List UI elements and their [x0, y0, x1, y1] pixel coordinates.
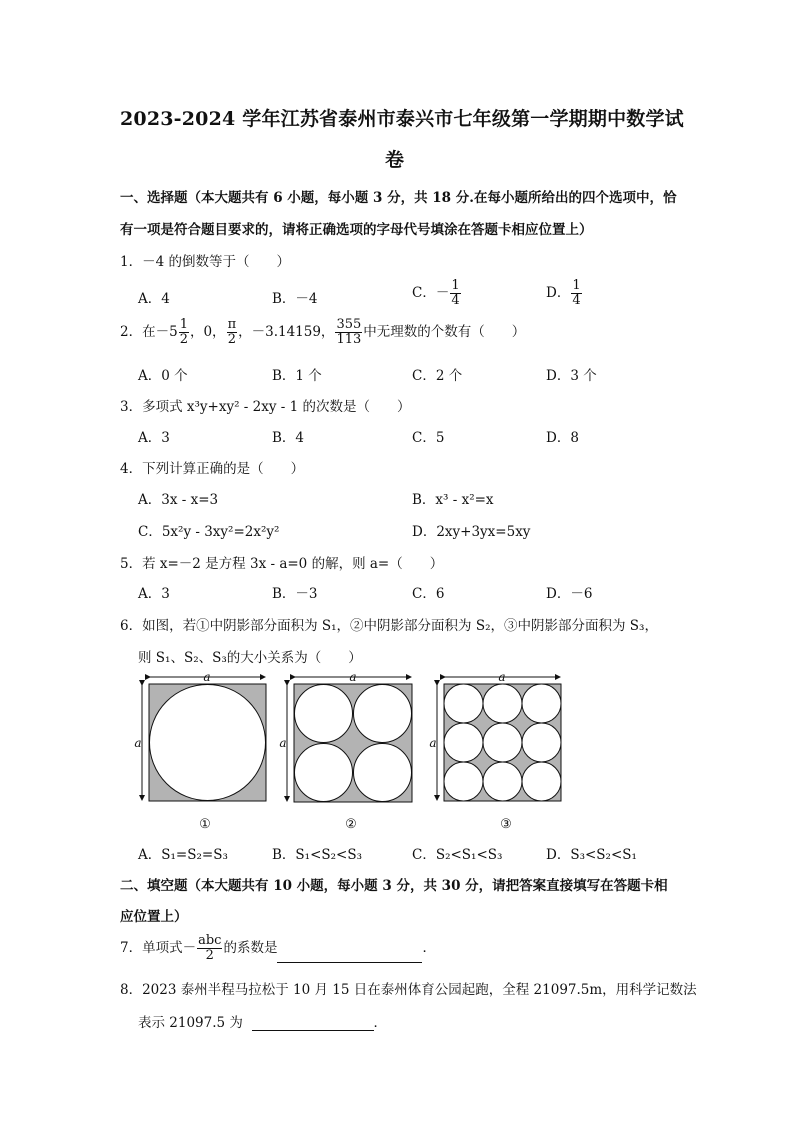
- q4-option-b: B．x³ - x²=x: [412, 492, 494, 508]
- q2-stem-mid1: ，0，: [189, 324, 226, 340]
- fraction-numerator: 1: [451, 278, 460, 293]
- q1-option-a: A．4: [138, 291, 170, 307]
- figure-3: [429, 670, 561, 832]
- question-7: [120, 934, 436, 963]
- q1-option-c: [412, 279, 462, 308]
- q2-stem-pre: 2．在－5: [120, 324, 178, 340]
- question-1-stem: 1．－4 的倒数等于（ ）: [120, 254, 290, 270]
- figure-1-circle: [150, 685, 266, 801]
- q3-option-b: B．4: [272, 430, 305, 446]
- q3-option-a: A．3: [138, 430, 170, 446]
- figure-label-1: ①: [199, 817, 211, 832]
- q2-stem-post: 中无理数的个数有（ ）: [363, 324, 526, 340]
- figure-2-circle: [354, 744, 412, 802]
- q6-option-d: D．S₃<S₂<S₁: [546, 847, 637, 863]
- section-heading-choice: 一、选择题（本大题共有 6 小题，每小题 3 分，共 18 分.在每小题所给出的四个选项中，恰: [120, 190, 677, 206]
- figure-label-2: ②: [345, 817, 357, 832]
- section-heading-choice-cont: 有一项是符合题目要求的，请将正确选项的字母代号填涂在答题卡相应位置上）: [120, 222, 593, 238]
- q2-option-d: D．3 个: [546, 368, 597, 384]
- question-6-stem: 6．如图，若①中阴影部分面积为 S₁，②中阴影部分面积为 S₂，③中阴影部分面积为 S₃，: [120, 618, 658, 634]
- figure-2-circle: [295, 744, 353, 802]
- fraction-denominator: 4: [451, 293, 460, 308]
- figure-3-circle: [522, 684, 561, 723]
- fraction: [227, 318, 238, 347]
- q6-option-a: A．S₁=S₂=S₃: [138, 847, 228, 863]
- fraction: [571, 279, 581, 308]
- side-label: a: [349, 670, 357, 684]
- q7-end: ．: [422, 940, 436, 956]
- figure-1: [134, 670, 266, 832]
- side-label: a: [429, 736, 437, 750]
- fraction: [450, 279, 460, 308]
- q1-option-b: B．－4: [272, 291, 318, 307]
- question-4-stem: 4．下列计算正确的是（ ）: [120, 461, 305, 477]
- fraction-numerator: 1: [572, 278, 581, 293]
- q6-option-b: B．S₁<S₂<S₃: [272, 847, 363, 863]
- q6-option-c: C．S₂<S₁<S₃: [412, 847, 503, 863]
- fraction: [197, 934, 222, 963]
- side-label: a: [279, 736, 287, 750]
- fraction-denominator: 2: [227, 332, 236, 347]
- q2-option-c: C．2 个: [412, 368, 463, 384]
- q5-option-a: A．3: [138, 586, 170, 602]
- fraction-numerator: abc: [198, 933, 222, 948]
- side-label: a: [498, 670, 506, 684]
- q1-option-d-prefix: D．: [546, 285, 571, 301]
- q1-option-c-prefix: C．－: [412, 285, 450, 301]
- fraction-denominator: 2: [205, 948, 214, 963]
- question-2-stem: [120, 318, 525, 347]
- q8-end: ．: [373, 1015, 388, 1031]
- figure-2: [279, 670, 412, 832]
- q2-option-b: B．1 个: [272, 368, 322, 384]
- page-title-cont: 卷: [385, 149, 405, 171]
- q3-option-d: D．8: [546, 430, 579, 446]
- question-6-stem-cont: 则 S₁、S₂、S₃的大小关系为（ ）: [138, 650, 362, 666]
- figure-3-circle: [483, 762, 522, 801]
- question-8-stem-cont: [138, 1011, 387, 1031]
- q7-pre: 7．单项式－: [120, 940, 197, 956]
- q5-option-d: D．－6: [546, 586, 593, 602]
- section-heading-fill: 二、填空题（本大题共有 10 小题，每小题 3 分，共 30 分，请把答案直接填写在答题卡相: [120, 878, 668, 894]
- q5-option-c: C．6: [412, 586, 445, 602]
- figure-3-circle: [444, 762, 483, 801]
- page-title: 2023-2024 学年江苏省泰州市泰兴市七年级第一学期期中数学试: [120, 108, 684, 130]
- fraction-numerator: 355: [336, 317, 362, 332]
- figure-2-circle: [295, 685, 353, 743]
- question-8-stem: 8．2023 泰州半程马拉松于 10 月 15 日在泰州体育公园起跑，全程 21097.5m，用科学记数法: [120, 982, 697, 998]
- fraction-numerator: π: [227, 317, 237, 332]
- fraction-numerator: 1: [179, 317, 188, 332]
- fraction: [335, 318, 362, 347]
- answer-blank[interactable]: [252, 1018, 374, 1031]
- q4-option-a: A．3x - x=3: [138, 492, 219, 508]
- figure-3-circle: [444, 684, 483, 723]
- q4-option-c: C．5x²y - 3xy²=2x²y²: [138, 524, 280, 540]
- figure-3-circle: [444, 723, 483, 762]
- q3-option-c: C．5: [412, 430, 445, 446]
- fraction: [179, 318, 189, 347]
- side-label: a: [203, 670, 211, 684]
- fraction-denominator: 4: [572, 293, 581, 308]
- figure-3-circle: [522, 723, 561, 762]
- answer-blank[interactable]: [277, 950, 422, 963]
- figure-2-circle: [354, 685, 412, 743]
- q4-option-d: D．2xy+3yx=5xy: [412, 524, 531, 540]
- q6-figure: [128, 668, 578, 838]
- question-5-stem: 5．若 x=－2 是方程 3x - a=0 的解，则 a=（ ）: [120, 556, 444, 572]
- figure-label-3: ③: [500, 817, 512, 832]
- q1-option-d: [546, 279, 583, 308]
- figure-3-circle: [483, 684, 522, 723]
- q8-line-b: 表示 21097.5 为: [138, 1015, 243, 1031]
- q5-option-b: B．－3: [272, 586, 318, 602]
- fraction-denominator: 113: [336, 332, 362, 347]
- q2-stem-mid2: ，－3.14159，: [238, 324, 335, 340]
- q2-option-a: A．0 个: [138, 368, 188, 384]
- fraction-denominator: 2: [179, 332, 188, 347]
- section-heading-fill-cont: 应位置上）: [120, 909, 188, 925]
- figure-3-circle: [483, 723, 522, 762]
- side-label: a: [134, 736, 142, 750]
- q7-post: 的系数是: [223, 940, 278, 956]
- figure-3-circle: [522, 762, 561, 801]
- question-3-stem: 3．多项式 x³y+xy² - 2xy - 1 的次数是（ ）: [120, 399, 411, 415]
